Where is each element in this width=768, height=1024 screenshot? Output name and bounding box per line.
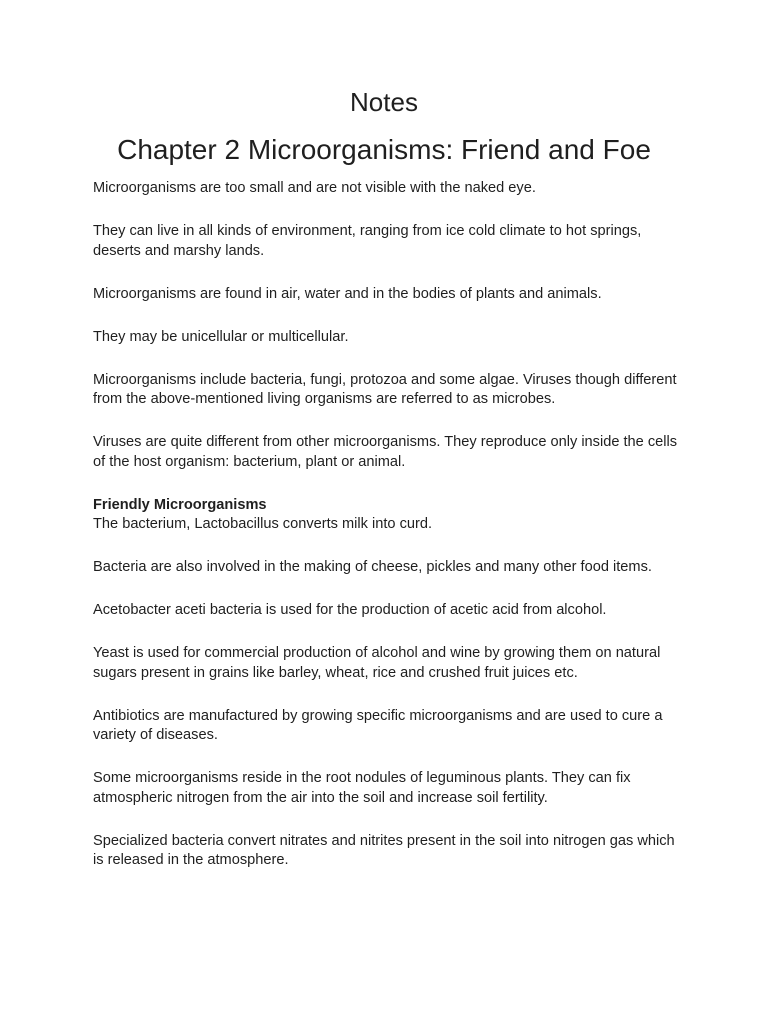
paragraph: Antibiotics are manufactured by growing specific microorganisms and are used to cure a variety of diseases. [93, 707, 663, 743]
paragraph: The bacterium, Lactobacillus converts milk into curd. [93, 516, 433, 532]
chapter-title: Chapter 2 Microorganisms: Friend and Foe [117, 134, 651, 165]
paragraph: They can live in all kinds of environment, ranging from ice cold climate to hot springs, deserts and marshy lands. [93, 223, 642, 259]
paragraph: Bacteria are also involved in the making of cheese, pickles and many other food items. [93, 559, 652, 575]
paragraph: They may be unicellular or multicellular. [93, 328, 349, 345]
section-block [93, 496, 678, 535]
paragraph: Yeast is used for commercial production of alcohol and wine by growing them on natural sugars present in grains like barley, wheat, rice and crushed fruit juices etc. [93, 645, 661, 681]
document-body [93, 179, 678, 894]
paragraph: Viruses are quite different from other microorganisms. They reproduce only inside the cells of the host organism: bacterium, plant or animal. [93, 434, 678, 470]
paragraph: Acetobacter aceti bacteria is used for the production of acetic acid from alcohol. [93, 602, 607, 618]
paragraph: Specialized bacteria convert nitrates and nitrites present in the soil into nitrogen gas which is released in the atmosphere. [93, 832, 675, 868]
section-heading: Friendly Microorganisms [93, 496, 267, 513]
paragraph: Microorganisms are found in air, water and in the bodies of plants and animals. [93, 285, 602, 302]
paragraph: Some microorganisms reside in the root nodules of leguminous plants. They can fix atmospheric nitrogen from the air into the soil and increase soil fertility. [93, 770, 631, 806]
document-title: Notes [350, 87, 418, 117]
paragraph: Microorganisms include bacteria, fungi, protozoa and some algae. Viruses though different from the above-mentioned living organisms are referred to as microbes. [93, 371, 677, 407]
paragraph: Microorganisms are too small and are not visible with the naked eye. [93, 180, 536, 196]
